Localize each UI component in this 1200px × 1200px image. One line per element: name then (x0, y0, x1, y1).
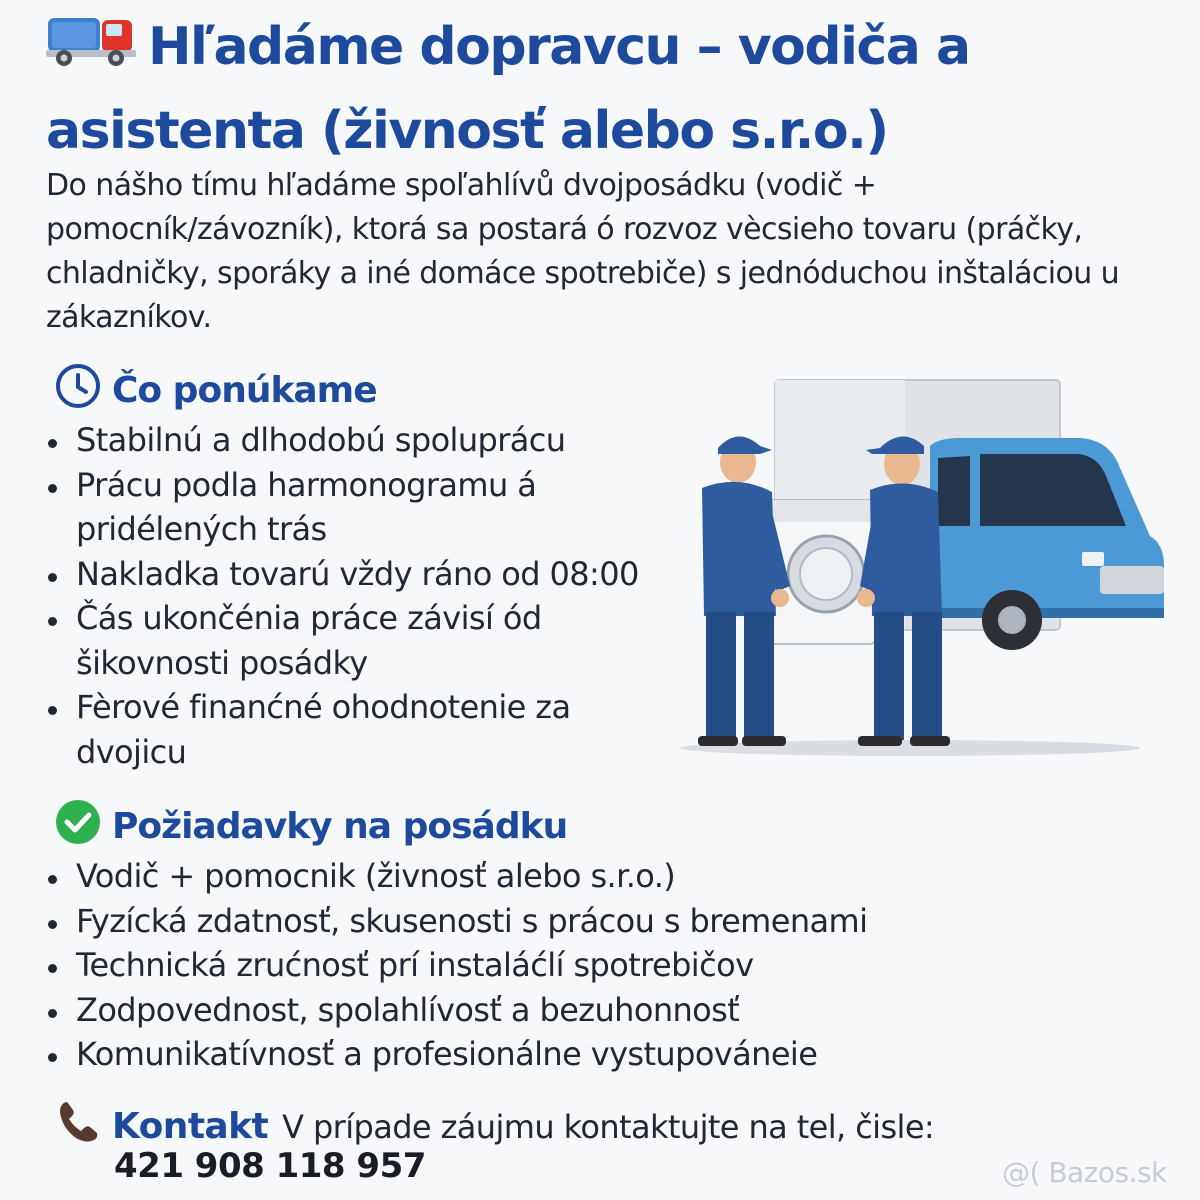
page-title-text: Hľadáme dopravcu – vodiča a asistenta (živnosť alebo s.r.o.) (46, 17, 970, 161)
watermark: @( Bazos.sk (1002, 1156, 1167, 1189)
list-item: Technická zrućnosť prí instaláćlí spotrebičov (46, 943, 1166, 988)
list-item: Nakladka tovarú vždy ráno od 08:00 (46, 552, 696, 597)
offer-heading-text: Čo ponúkame (112, 370, 377, 411)
list-item: Prácu podla harmonogramu á pridélených trás (46, 463, 596, 552)
offer-heading (54, 362, 377, 419)
offer-list (46, 418, 696, 774)
list-item: Fèrové finanćné ohodnotenie za dvojicu (46, 685, 596, 774)
contact-label: Kontakt (112, 1106, 269, 1147)
requirements-heading (54, 798, 567, 855)
page-title (46, 6, 1166, 170)
check-circle-icon (54, 798, 102, 855)
phone-number: 421 908 118 957 (114, 1146, 426, 1186)
truck-icon (46, 6, 136, 92)
phone-icon (54, 1098, 102, 1157)
contact-text: V prípade záujmu kontaktujte na tel, čisle: (282, 1108, 935, 1146)
requirements-list (46, 854, 1166, 1077)
intro-paragraph: Do nášho tímu hľadáme spoľahlívů dvojposádku (vodič + pomocník/závozník), ktorá sa postará ó rozvoz vècsieho tovaru (práčky, chladničky, sporáky a iné domáce spotrebiče) s jednóduchou inštaláciou u zákazníkov. (46, 168, 1120, 335)
requirements-heading-text: Požiadavky na posádku (112, 806, 568, 847)
list-item: Fyzícká zdatnosť, skusenosti s prácou s bremenami (46, 899, 1166, 944)
list-item: Čás ukončénia práce závisí ód šikovnosti posádky (46, 596, 616, 685)
list-item: Vodič + pomocnik (živnosť alebo s.r.o.) (46, 854, 1166, 899)
list-item: Zodpovednost, spolahlívosť a bezuhonnosť (46, 988, 1166, 1033)
list-item: Komunikatívnosť a profesionálne vystupováneie (46, 1032, 1166, 1077)
movers-van-icon (680, 376, 1170, 770)
clock-icon (54, 362, 102, 419)
list-item: Stabilnú a dlhodobú spoluprácu (46, 418, 696, 463)
